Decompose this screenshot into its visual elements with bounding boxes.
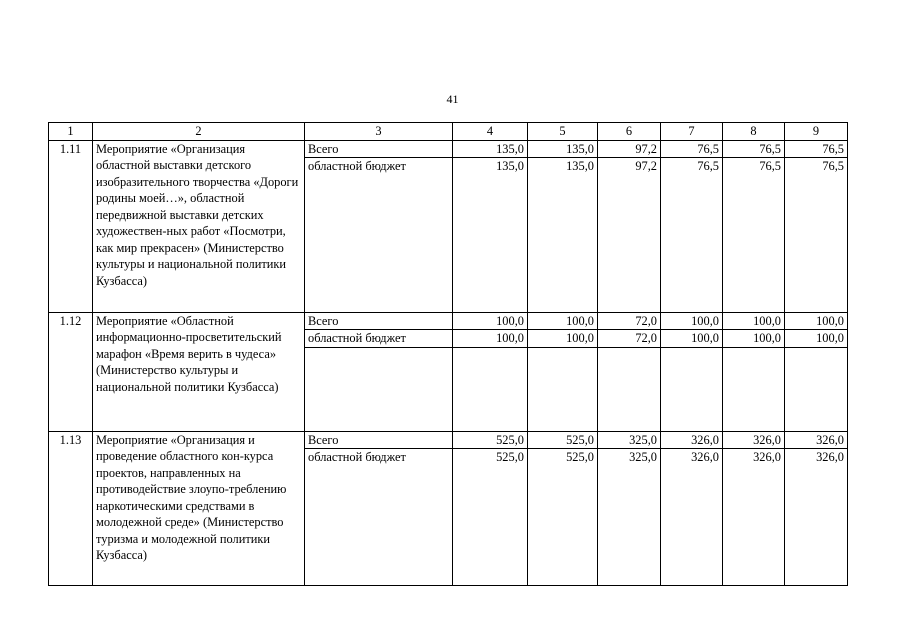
table-row bbox=[49, 140, 848, 158]
value-cell: 326,0 bbox=[661, 431, 723, 449]
value-cell: 100,0 bbox=[785, 330, 848, 348]
header-cell: 2 bbox=[93, 123, 305, 141]
source-label: Всего bbox=[305, 312, 453, 330]
value-cell: 100,0 bbox=[661, 330, 723, 348]
page-number: 41 bbox=[446, 92, 459, 106]
value-cell: 326,0 bbox=[661, 449, 723, 586]
value-cell: 76,5 bbox=[785, 158, 848, 313]
row-description: Мероприятие «Организация областной выставки детского изобразительного творчества «Дороги родины моей…», областной передвижной выставки детских художествен-ных работ «Посмотри, как мир прекрасен» (Министерство культуры и национальной политики Кузбасса) bbox=[93, 140, 305, 312]
value-cell: 135,0 bbox=[528, 140, 598, 158]
empty-cell bbox=[785, 347, 848, 431]
value-cell: 100,0 bbox=[528, 312, 598, 330]
table-row bbox=[49, 312, 848, 330]
header-cell: 8 bbox=[723, 123, 785, 141]
value-cell: 325,0 bbox=[598, 431, 661, 449]
header-cell: 9 bbox=[785, 123, 848, 141]
value-cell: 100,0 bbox=[661, 312, 723, 330]
value-cell: 100,0 bbox=[453, 312, 528, 330]
value-cell: 525,0 bbox=[453, 449, 528, 586]
header-cell: 7 bbox=[661, 123, 723, 141]
header-cell: 6 bbox=[598, 123, 661, 141]
value-cell: 135,0 bbox=[453, 158, 528, 313]
header-row bbox=[49, 123, 848, 141]
value-cell: 326,0 bbox=[723, 431, 785, 449]
value-cell: 97,2 bbox=[598, 158, 661, 313]
value-cell: 325,0 bbox=[598, 449, 661, 586]
row-description: Мероприятие «Организация и проведение областного кон-курса проектов, направленных на противодействие злоупо-треблению наркотическими средствами в молодежной среде» (Министерство туризма и молодежной политики Кузбасса) bbox=[93, 431, 305, 585]
value-cell: 100,0 bbox=[453, 330, 528, 348]
source-label: областной бюджет bbox=[305, 158, 453, 313]
value-cell: 72,0 bbox=[598, 312, 661, 330]
value-cell: 135,0 bbox=[528, 158, 598, 313]
empty-cell bbox=[305, 347, 453, 431]
header-cell: 1 bbox=[49, 123, 93, 141]
budget-table bbox=[48, 122, 848, 586]
source-label: областной бюджет bbox=[305, 330, 453, 348]
value-cell: 76,5 bbox=[723, 140, 785, 158]
value-cell: 72,0 bbox=[598, 330, 661, 348]
value-cell: 100,0 bbox=[723, 312, 785, 330]
header-cell: 5 bbox=[528, 123, 598, 141]
value-cell: 326,0 bbox=[785, 431, 848, 449]
value-cell: 97,2 bbox=[598, 140, 661, 158]
value-cell: 135,0 bbox=[453, 140, 528, 158]
table-row bbox=[49, 431, 848, 449]
value-cell: 525,0 bbox=[528, 431, 598, 449]
value-cell: 76,5 bbox=[723, 158, 785, 313]
header-cell: 4 bbox=[453, 123, 528, 141]
header-cell: 3 bbox=[305, 123, 453, 141]
source-label: Всего bbox=[305, 140, 453, 158]
value-cell: 100,0 bbox=[723, 330, 785, 348]
value-cell: 525,0 bbox=[453, 431, 528, 449]
empty-cell bbox=[723, 347, 785, 431]
empty-cell bbox=[661, 347, 723, 431]
value-cell: 326,0 bbox=[785, 449, 848, 586]
row-id: 1.13 bbox=[49, 431, 93, 585]
empty-cell bbox=[453, 347, 528, 431]
value-cell: 76,5 bbox=[785, 140, 848, 158]
row-id: 1.11 bbox=[49, 140, 93, 312]
value-cell: 76,5 bbox=[661, 158, 723, 313]
value-cell: 100,0 bbox=[528, 330, 598, 348]
source-label: областной бюджет bbox=[305, 449, 453, 586]
value-cell: 326,0 bbox=[723, 449, 785, 586]
row-id: 1.12 bbox=[49, 312, 93, 431]
value-cell: 100,0 bbox=[785, 312, 848, 330]
source-label: Всего bbox=[305, 431, 453, 449]
empty-cell bbox=[528, 347, 598, 431]
empty-cell bbox=[598, 347, 661, 431]
value-cell: 76,5 bbox=[661, 140, 723, 158]
value-cell: 525,0 bbox=[528, 449, 598, 586]
row-description: Мероприятие «Областной информационно-просветительский марафон «Время верить в чудеса» (Министерство культуры и национальной политики Кузбасса) bbox=[93, 312, 305, 431]
